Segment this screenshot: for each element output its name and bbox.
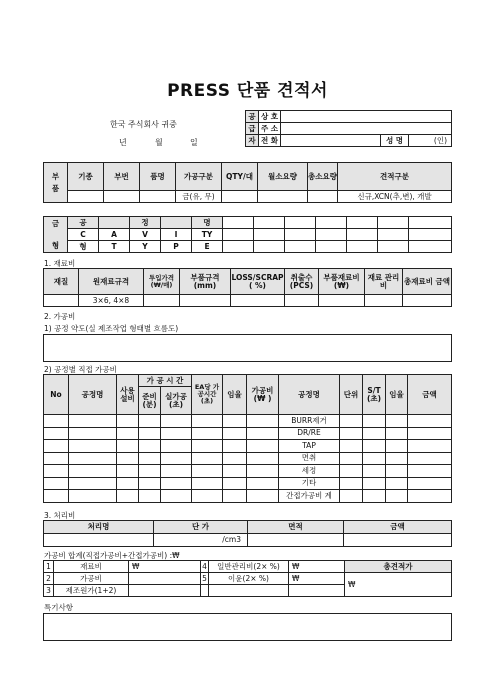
processing-type-value[interactable]: 금(유, 무) — [176, 191, 222, 203]
col-rate-2: 임율 — [386, 375, 408, 415]
mold-process-char: 공 — [68, 217, 99, 229]
mold-process-char: 정 — [130, 217, 161, 229]
col-ea-time: EA당 가공시간 (초) — [192, 375, 223, 415]
col-equipment: 사용 설비 — [117, 375, 139, 415]
col-input-price: 투입가격 (₩/매) — [144, 269, 180, 295]
supplier-side-label: 공 — [246, 111, 259, 123]
col-part-spec: 부품규격 (mm) — [180, 269, 231, 295]
type-char: Y — [130, 241, 161, 253]
col-actual: 실가공 (초) — [161, 387, 192, 415]
date-month-label: 월 — [155, 138, 163, 147]
supplier-name-field[interactable] — [281, 111, 452, 123]
indirect-process: DR/RE — [279, 427, 340, 440]
process-diagram-box[interactable] — [43, 334, 452, 362]
mold-process-char: 명 — [192, 217, 223, 229]
indirect-process: TAP — [279, 440, 340, 453]
monthly-qty-field[interactable] — [258, 191, 308, 203]
col-time-group: 가 공 시 간 — [139, 375, 192, 387]
supplier-side-label: 자 — [246, 135, 259, 147]
cavity-char: V — [130, 229, 161, 241]
summary-table: 1 재료비 ₩ 4 일반관리비(2× %) ₩ 총견적가 2 가공비 5 이윤(2× %) ₩ ₩ 3 제조원가(1+2) — [43, 560, 452, 597]
part-no-field[interactable] — [104, 191, 140, 203]
col-qty: QTY/대 — [222, 163, 258, 191]
total-estimate-label: 총견적가 — [345, 561, 452, 573]
col-process-2: 공정명 — [279, 375, 340, 415]
col-rate: 임율 — [223, 375, 247, 415]
col-treatment-amount: 금액 — [344, 521, 452, 534]
process-diagram-label: 1) 공정 약도(실 제조작업 형태별 흐름도) — [44, 324, 179, 333]
processing-section-title: 2. 가공비 — [44, 312, 76, 321]
col-treatment-name: 처리명 — [44, 521, 154, 534]
model-field[interactable] — [68, 191, 104, 203]
supplier-address-label: 주 소 — [259, 123, 281, 135]
summary-processing-label: 가공비 — [54, 573, 129, 585]
col-area: 면적 — [248, 521, 344, 534]
recipient: 한국 주식회사 귀중 — [110, 120, 177, 129]
notes-label: 특기사항 — [44, 603, 73, 612]
col-no: No — [44, 375, 69, 415]
direct-processing-label: 2) 공정별 직접 가공비 — [44, 365, 117, 374]
treatment-section-title: 3. 처리비 — [44, 511, 76, 520]
supplier-phone-field[interactable] — [281, 135, 381, 147]
col-unit: 단위 — [340, 375, 363, 415]
parts-side-label: 부 품 — [44, 163, 68, 203]
date-year-label: 년 — [119, 138, 127, 147]
col-part-name: 품명 — [140, 163, 176, 191]
seal-mark: (인) — [409, 135, 452, 147]
type-char: T — [99, 241, 130, 253]
col-part-material-cost: 부품재료비 (₩) — [319, 269, 365, 295]
total-qty-field[interactable] — [308, 191, 338, 203]
col-part-no: 부번 — [104, 163, 140, 191]
supplier-table — [245, 110, 452, 147]
estimate-type-value[interactable]: 신규,XCN(추,변), 개발 — [338, 191, 452, 203]
notes-box[interactable] — [43, 613, 452, 641]
cavity-char: A — [99, 229, 130, 241]
col-material-overhead: 재료 관리비 — [365, 269, 403, 295]
indirect-process: BURR제거 — [279, 415, 340, 428]
type-char: E — [192, 241, 223, 253]
col-yield: 취출수 (PCS) — [285, 269, 319, 295]
mold-table — [43, 216, 452, 253]
col-st: S/T (초) — [363, 375, 386, 415]
indirect-process: 세정 — [279, 465, 340, 478]
material-table — [43, 268, 452, 307]
col-model: 기종 — [68, 163, 104, 191]
treatment-table — [43, 520, 452, 547]
summary-admin-label: 일반관리비(2× %) — [209, 561, 289, 573]
cavity-char: C — [68, 229, 99, 241]
representative-label: 성 명 — [381, 135, 409, 147]
summary-profit-label: 이윤(2× %) — [209, 573, 289, 585]
summary-material-label: 재료비 — [54, 561, 129, 573]
supplier-name-label: 상 호 — [259, 111, 281, 123]
col-total-qty: 총소요량 — [308, 163, 338, 191]
qty-field[interactable] — [222, 191, 258, 203]
summary-admin-value[interactable]: ₩ — [289, 561, 345, 573]
col-raw-spec: 원재료규격 — [79, 269, 144, 295]
mold-side-label: 금 형 — [44, 217, 68, 253]
processing-total-heading: 가공비 합계(직접가공비+간접가공비) :₩ — [44, 551, 180, 560]
type-char: P — [161, 241, 192, 253]
type-char: 형 — [68, 241, 99, 253]
indirect-total-label: 간접가공비 계 — [279, 490, 340, 503]
parts-table — [43, 162, 452, 203]
col-process: 공정명 — [69, 375, 117, 415]
supplier-address-field[interactable] — [281, 123, 452, 135]
col-unit-price: 단 가 — [154, 521, 248, 534]
unit-price-field[interactable]: /cm3 — [154, 534, 248, 547]
indirect-process: 면취 — [279, 452, 340, 465]
col-monthly-qty: 월소요량 — [258, 163, 308, 191]
raw-spec-value[interactable]: 3×6, 4×8 — [79, 295, 144, 307]
col-material: 재질 — [44, 269, 79, 295]
col-cost: 가공비 (₩ ) — [247, 375, 279, 415]
col-processing-type: 가공구분 — [176, 163, 222, 191]
indirect-process: 기타 — [279, 477, 340, 490]
summary-profit-value[interactable]: ₩ — [289, 573, 345, 585]
summary-manufacturing-value[interactable] — [129, 585, 201, 597]
total-estimate-value[interactable]: ₩ — [345, 573, 452, 597]
date-day-label: 일 — [190, 138, 198, 147]
direct-processing-table — [43, 374, 452, 503]
supplier-side-label: 급 — [246, 123, 259, 135]
page-title: PRESS 단품 견적서 — [167, 81, 328, 101]
part-name-field[interactable] — [140, 191, 176, 203]
summary-material-value[interactable]: ₩ — [129, 561, 201, 573]
col-amount: 금액 — [408, 375, 452, 415]
cavity-char: TY — [192, 229, 223, 241]
cavity-char: I — [161, 229, 192, 241]
material-section-title: 1. 재료비 — [44, 259, 76, 268]
summary-processing-value[interactable] — [129, 573, 201, 585]
supplier-phone-label: 전 화 — [259, 135, 281, 147]
col-loss-scrap: LOSS/SCRAP ( %) — [231, 269, 285, 295]
col-prep: 준비 (분) — [139, 387, 161, 415]
summary-manufacturing-label: 제조원가(1+2) — [54, 585, 129, 597]
col-estimate-type: 견적구분 — [338, 163, 452, 191]
col-total-material: 총재료비 금액 — [403, 269, 452, 295]
